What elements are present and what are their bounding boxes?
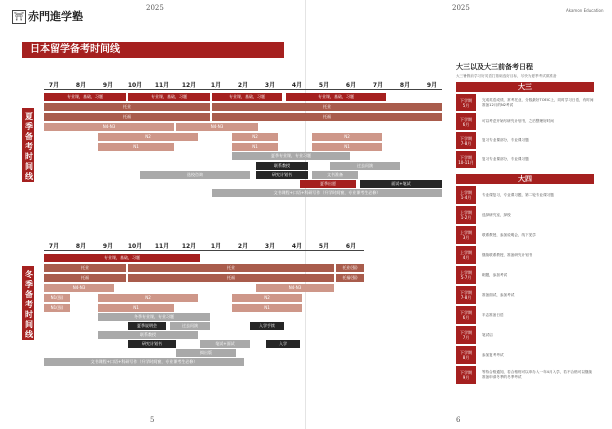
senior-period-tag: 上学期 4月 bbox=[456, 246, 476, 264]
junior-year-header: 大三 bbox=[456, 82, 594, 92]
summer-bar: 专业课，基础，习题 bbox=[128, 93, 210, 101]
summer-bar: 选校咨询 bbox=[140, 171, 250, 179]
winter-bar: 托福 bbox=[128, 274, 334, 282]
winter-bar: 托福(强) bbox=[336, 274, 364, 282]
summer-bar: N4-N3 bbox=[176, 123, 258, 131]
senior-period-desc: 参加复考考试 bbox=[482, 352, 504, 357]
winter-bar: N1 bbox=[98, 304, 174, 312]
junior-period-desc: 完成英语成绩，常考托业，分数最好TOEIC上，同时学习日语，有时间准备12月的N2考试 bbox=[482, 97, 594, 107]
summer-month-line bbox=[44, 89, 442, 90]
junior-period-tag: 下学期 10-11月 bbox=[456, 151, 476, 168]
month-label: 9月 bbox=[102, 243, 114, 250]
senior-period-tag: 上学期 1-4月 bbox=[456, 186, 476, 204]
summer-bar: N1 bbox=[312, 143, 382, 151]
month-label: 8月 bbox=[75, 243, 87, 250]
winter-bar: 冬季专业课，专业习题 bbox=[98, 313, 210, 321]
senior-period-desc: 刷题，参加考试 bbox=[482, 272, 508, 277]
winter-bar: N4-N3 bbox=[44, 284, 114, 292]
month-label: 5月 bbox=[318, 243, 330, 250]
month-label: 5月 bbox=[318, 82, 330, 89]
summer-bar: N4-N3 bbox=[44, 123, 174, 131]
junior-period-desc: 复习专业课部分，专业课习题 bbox=[482, 157, 529, 162]
senior-period-desc: 准备面试，参加考试 bbox=[482, 292, 515, 297]
brand-name: 赤門進学塾 bbox=[28, 10, 83, 23]
month-label: 7月 bbox=[48, 243, 60, 250]
winter-bar: 笔试+面试 bbox=[200, 340, 250, 348]
senior-period-desc: 笔试启 bbox=[482, 332, 493, 337]
senior-year-header: 大四 bbox=[456, 174, 594, 184]
senior-period-tag: 上学期 1-2月 bbox=[456, 206, 476, 224]
right-page-number: 6 bbox=[456, 416, 461, 424]
summer-bar: N1 bbox=[232, 143, 278, 151]
summer-bar: N2 bbox=[98, 133, 198, 141]
winter-month-line bbox=[44, 250, 364, 251]
summer-bar: N1 bbox=[98, 143, 174, 151]
summer-bar: 研究计划书 bbox=[256, 171, 308, 179]
winter-bar: N4-N3 bbox=[256, 284, 334, 292]
month-label: 4月 bbox=[291, 243, 303, 250]
winter-bar: 联系教授 bbox=[98, 331, 198, 339]
junior-period-tag: 下学期 7-8月 bbox=[456, 132, 476, 149]
right-page-year: 2025 bbox=[452, 4, 470, 12]
senior-period-desc: 专业课复习，专业课习题，第二轮专业课习题 bbox=[482, 192, 554, 197]
summer-bar: 面试+笔试 bbox=[360, 180, 442, 188]
summer-bar: 夏季出愿 bbox=[300, 180, 356, 188]
month-label: 12月 bbox=[181, 243, 197, 250]
left-page-year: 2025 bbox=[146, 4, 164, 12]
winter-bar: N1(强) bbox=[44, 304, 70, 312]
summer-bar: N2 bbox=[232, 133, 278, 141]
senior-period-desc: 半志准备日语 bbox=[482, 312, 504, 317]
summer-bar: 托业 bbox=[44, 103, 210, 111]
month-label: 3月 bbox=[264, 243, 276, 250]
month-label: 9月 bbox=[426, 82, 438, 89]
winter-bar: 揭出版 bbox=[176, 349, 236, 357]
junior-period-desc: 复习专业课部分，专业课习题 bbox=[482, 138, 529, 143]
month-label: 2月 bbox=[237, 82, 249, 89]
junior-period-tag: 下学期 6月 bbox=[456, 113, 476, 130]
month-label: 9月 bbox=[102, 82, 114, 89]
winter-bar: 文书课程+口语+科研写作（升学时间窗，专业课考生必修） bbox=[44, 358, 244, 366]
month-label: 11月 bbox=[154, 243, 170, 250]
page-title: 日本留学备考时间线 bbox=[22, 42, 284, 58]
senior-period-desc: 继续联系教授，准备研究计划书 bbox=[482, 252, 533, 257]
summer-bar: 专业课，基础，习题 bbox=[44, 93, 126, 101]
senior-period-tag: 上学期 3月 bbox=[456, 226, 476, 244]
winter-bar: N2 bbox=[232, 294, 302, 302]
senior-period-tag: 下学期 7月 bbox=[456, 326, 476, 344]
senior-period-tag: 下学期 7-8月 bbox=[456, 286, 476, 304]
month-label: 10月 bbox=[127, 82, 143, 89]
winter-bar: 专业课，基础，习题 bbox=[44, 254, 200, 262]
summer-side-label: 夏季备考时间线 bbox=[25, 112, 33, 181]
winter-bar: 托业 bbox=[44, 264, 126, 272]
summer-bar: 文书课程+口语+科研写作（升学时间窗，专业课考生必修） bbox=[212, 189, 442, 197]
month-label: 4月 bbox=[291, 82, 303, 89]
month-label: 1月 bbox=[210, 82, 222, 89]
summer-bar: 专业课，基础，习题 bbox=[212, 93, 282, 101]
month-label: 7月 bbox=[372, 82, 384, 89]
month-label: 3月 bbox=[264, 82, 276, 89]
senior-period-tag: 上学期 5-7月 bbox=[456, 266, 476, 284]
winter-bar: 过去问演 bbox=[170, 322, 210, 330]
month-label: 1月 bbox=[210, 243, 222, 250]
junior-period-desc: 可以考虑开始写研究计划书，之后整理好时间 bbox=[482, 119, 554, 124]
month-label: 8月 bbox=[399, 82, 411, 89]
left-page-number: 5 bbox=[150, 416, 155, 424]
page-divider bbox=[305, 0, 306, 429]
month-label: 2月 bbox=[237, 243, 249, 250]
month-label: 6月 bbox=[345, 82, 357, 89]
winter-side-label: 冬季备考时间线 bbox=[25, 270, 33, 339]
winter-bar: 入学手续 bbox=[250, 322, 284, 330]
month-label: 8月 bbox=[75, 82, 87, 89]
plan-subtitle: 大三暑假前学习好英语打基础选好目标，尽快为夏季考试做准备 bbox=[456, 74, 557, 78]
senior-period-desc: 选择研究室，择校 bbox=[482, 212, 511, 217]
right-brand: Akamon Education bbox=[566, 8, 604, 13]
senior-period-tag: 下学期 9月 bbox=[456, 366, 476, 384]
month-label: 11月 bbox=[154, 82, 170, 89]
winter-bar: 夏季说明会 bbox=[128, 322, 166, 330]
senior-period-tag: 下学期 6月 bbox=[456, 306, 476, 324]
junior-period-tag: 下学期 5月 bbox=[456, 94, 476, 111]
winter-bar: N1 bbox=[232, 304, 302, 312]
senior-period-desc: 联系教授，参加说明会，线下见学 bbox=[482, 232, 536, 237]
summer-bar: 托福 bbox=[44, 113, 210, 121]
winter-bar: 托福 bbox=[44, 274, 126, 282]
brand-logo-icon: ⛩ bbox=[12, 10, 26, 24]
summer-bar: 联系教授 bbox=[256, 162, 308, 170]
summer-bar: 文书准备 bbox=[312, 171, 358, 179]
summer-bar: 专业课，基础，习题 bbox=[286, 93, 386, 101]
month-label: 12月 bbox=[181, 82, 197, 89]
month-label: 7月 bbox=[48, 82, 60, 89]
senior-period-desc: 等待合格通知，若合格则可以申办入一年4月入学，若不合格可以继续准备申请冬季的冬季考试 bbox=[482, 370, 593, 379]
senior-period-tag: 下学期 8月 bbox=[456, 346, 476, 364]
summer-bar: 夏季专业课，专业习题 bbox=[232, 152, 350, 160]
month-label: 6月 bbox=[345, 243, 357, 250]
month-label: 10月 bbox=[127, 243, 143, 250]
winter-bar: N2 bbox=[98, 294, 198, 302]
winter-bar: 托业(强) bbox=[336, 264, 364, 272]
summer-bar: 托业 bbox=[212, 103, 442, 111]
summer-bar: 过去问演 bbox=[330, 162, 400, 170]
summer-bar: N2 bbox=[312, 133, 382, 141]
winter-bar: N1(强) bbox=[44, 294, 70, 302]
winter-bar: 入学 bbox=[266, 340, 300, 348]
summer-bar: 托福 bbox=[212, 113, 442, 121]
winter-bar: 研究计划书 bbox=[128, 340, 176, 348]
winter-bar: 托业 bbox=[128, 264, 334, 272]
plan-title: 大三以及大三前备考日程 bbox=[456, 63, 533, 71]
